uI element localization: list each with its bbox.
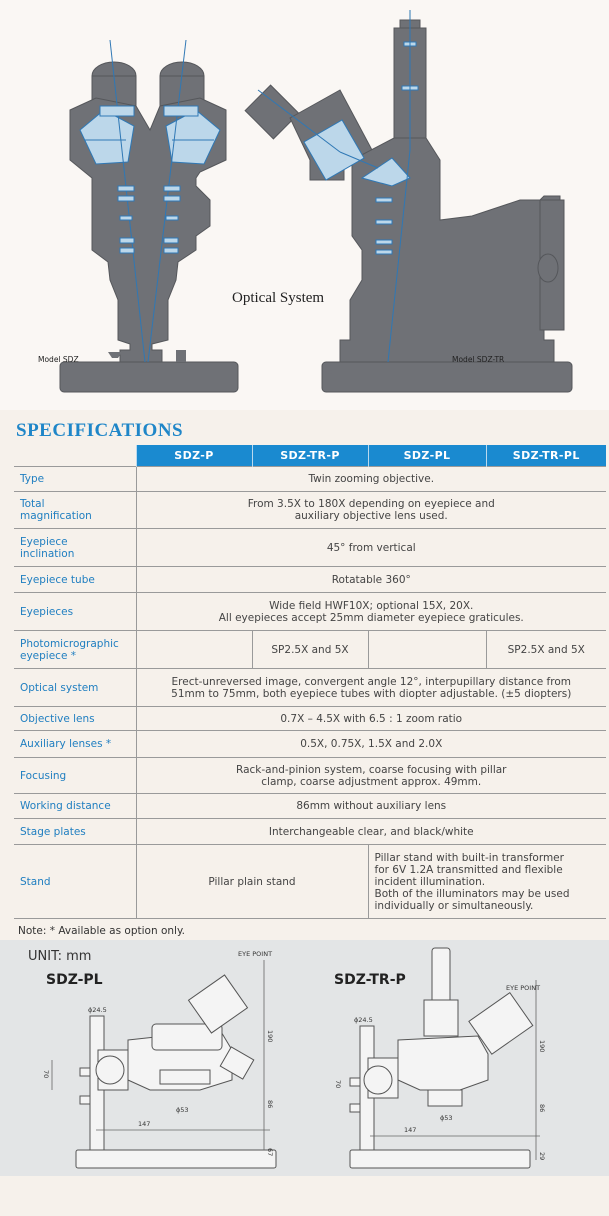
row-value-photo-sdz-tr-pl: SP2.5X and 5X xyxy=(486,631,606,669)
table-row xyxy=(14,845,606,919)
row-value-eyepiece-inclination: 45° from vertical xyxy=(136,529,606,567)
table-header-row xyxy=(14,445,606,467)
row-label-eyepiece-inclination: Eyepiece inclination xyxy=(14,529,136,567)
row-value-stand-transformer: Pillar stand with built-in transformer for 6V 1.2A transmitted and flexible incident illumination. Both of the illuminators may be used individually or simultaneously. xyxy=(368,845,606,919)
row-value-eyepiece-tube: Rotatable 360° xyxy=(136,567,606,593)
row-value-total-magnification: From 3.5X to 180X depending on eyepiece and auxiliary objective lens used. xyxy=(136,492,606,529)
optical-system-title: Optical System xyxy=(232,290,325,306)
dim-left-53: ϕ53 xyxy=(176,1106,189,1114)
column-header-sdz-pl: SDZ-PL xyxy=(368,445,486,467)
table-row xyxy=(14,819,606,845)
dim-left-pipe: ϕ24.5 xyxy=(88,1006,107,1014)
row-value-photo-sdz-tr-p: SP2.5X and 5X xyxy=(252,631,368,669)
column-header-sdz-tr-p: SDZ-TR-P xyxy=(252,445,368,467)
dim-right-70: 70 xyxy=(334,1080,342,1089)
row-value-focusing: Rack-and-pinion system, coarse focusing with pillar clamp, coarse adjustment approx. 49mm. xyxy=(136,758,606,794)
row-value-photo-sdz-p xyxy=(136,631,252,669)
dimensions-panel xyxy=(0,940,609,1176)
row-label-stage-plates: Stage plates xyxy=(14,819,136,845)
dim-left-190: 190 xyxy=(266,1030,274,1043)
row-label-stand: Stand xyxy=(14,845,136,919)
specifications-heading: SPECIFICATIONS xyxy=(16,420,184,441)
table-row xyxy=(14,467,606,492)
eye-point-label-left: EYE POINT xyxy=(238,950,273,958)
row-label-auxiliary-lenses: Auxiliary lenses * xyxy=(14,731,136,758)
row-label-type: Type xyxy=(14,467,136,492)
row-label-optical-system: Optical system xyxy=(14,669,136,707)
table-row xyxy=(14,669,606,707)
row-value-objective-lens: 0.7X – 4.5X with 6.5 : 1 zoom ratio xyxy=(136,707,606,731)
table-row xyxy=(14,593,606,631)
table-row xyxy=(14,758,606,794)
table-row xyxy=(14,492,606,529)
option-note: Note: * Available as option only. xyxy=(18,925,186,937)
row-value-auxiliary-lenses: 0.5X, 0.75X, 1.5X and 2.0X xyxy=(136,731,606,758)
dim-right-pipe: ϕ24.5 xyxy=(354,1016,373,1024)
dim-right-53: ϕ53 xyxy=(440,1114,453,1122)
table-row xyxy=(14,529,606,567)
table-row xyxy=(14,631,606,669)
dimension-drawings xyxy=(0,940,609,1176)
header-corner xyxy=(14,445,136,467)
dim-right-29: 29 xyxy=(538,1152,546,1161)
column-header-sdz-tr-pl: SDZ-TR-PL xyxy=(486,445,606,467)
row-value-optical-system: Erect-unreversed image, convergent angle 12°, interpupillary distance from 51mm to 75mm, both eyepiece tubes with diopter adjustable. (±5 diopters) xyxy=(136,669,606,707)
table-row xyxy=(14,794,606,819)
dim-right-86: 86 xyxy=(538,1104,546,1113)
row-value-type: Twin zooming objective. xyxy=(136,467,606,492)
dim-left-147: 147 xyxy=(138,1120,151,1128)
table-row xyxy=(14,567,606,593)
dim-left-67: 67 xyxy=(266,1148,274,1157)
row-label-eyepieces: Eyepieces xyxy=(14,593,136,631)
model-sdz-pl-label: SDZ-PL xyxy=(46,972,103,988)
specifications-table xyxy=(14,445,606,919)
row-value-stage-plates: Interchangeable clear, and black/white xyxy=(136,819,606,845)
sdz-pl-drawing xyxy=(76,975,276,1168)
row-label-eyepiece-tube: Eyepiece tube xyxy=(14,567,136,593)
row-label-total-magnification: Total magnification xyxy=(14,492,136,529)
model-sdz-tr-p-label: SDZ-TR-P xyxy=(334,972,406,988)
dim-right-190: 190 xyxy=(538,1040,546,1053)
row-label-focusing: Focusing xyxy=(14,758,136,794)
row-value-photo-sdz-pl xyxy=(368,631,486,669)
optical-system-illustration xyxy=(0,0,609,410)
row-value-stand-plain: Pillar plain stand xyxy=(136,845,368,919)
dim-left-70: 70 xyxy=(42,1070,50,1079)
table-row xyxy=(14,707,606,731)
optical-system-diagram xyxy=(0,0,609,410)
row-label-working-distance: Working distance xyxy=(14,794,136,819)
column-header-sdz-p: SDZ-P xyxy=(136,445,252,467)
row-value-eyepieces: Wide field HWF10X; optional 15X, 20X. All eyepieces accept 25mm diameter eyepiece graticules. xyxy=(136,593,606,631)
eye-point-label-right: EYE POINT xyxy=(506,984,541,992)
table-row xyxy=(14,731,606,758)
dim-left-86: 86 xyxy=(266,1100,274,1109)
row-label-objective-lens: Objective lens xyxy=(14,707,136,731)
row-value-working-distance: 86mm without auxiliary lens xyxy=(136,794,606,819)
model-sdz-label: Model SDZ xyxy=(38,355,79,364)
row-label-photomicrographic-eyepiece: Photomicrographic eyepiece * xyxy=(14,631,136,669)
model-sdz-tr-label: Model SDZ-TR xyxy=(452,355,505,364)
dim-right-147: 147 xyxy=(404,1126,417,1134)
unit-label: UNIT: mm xyxy=(28,949,92,964)
